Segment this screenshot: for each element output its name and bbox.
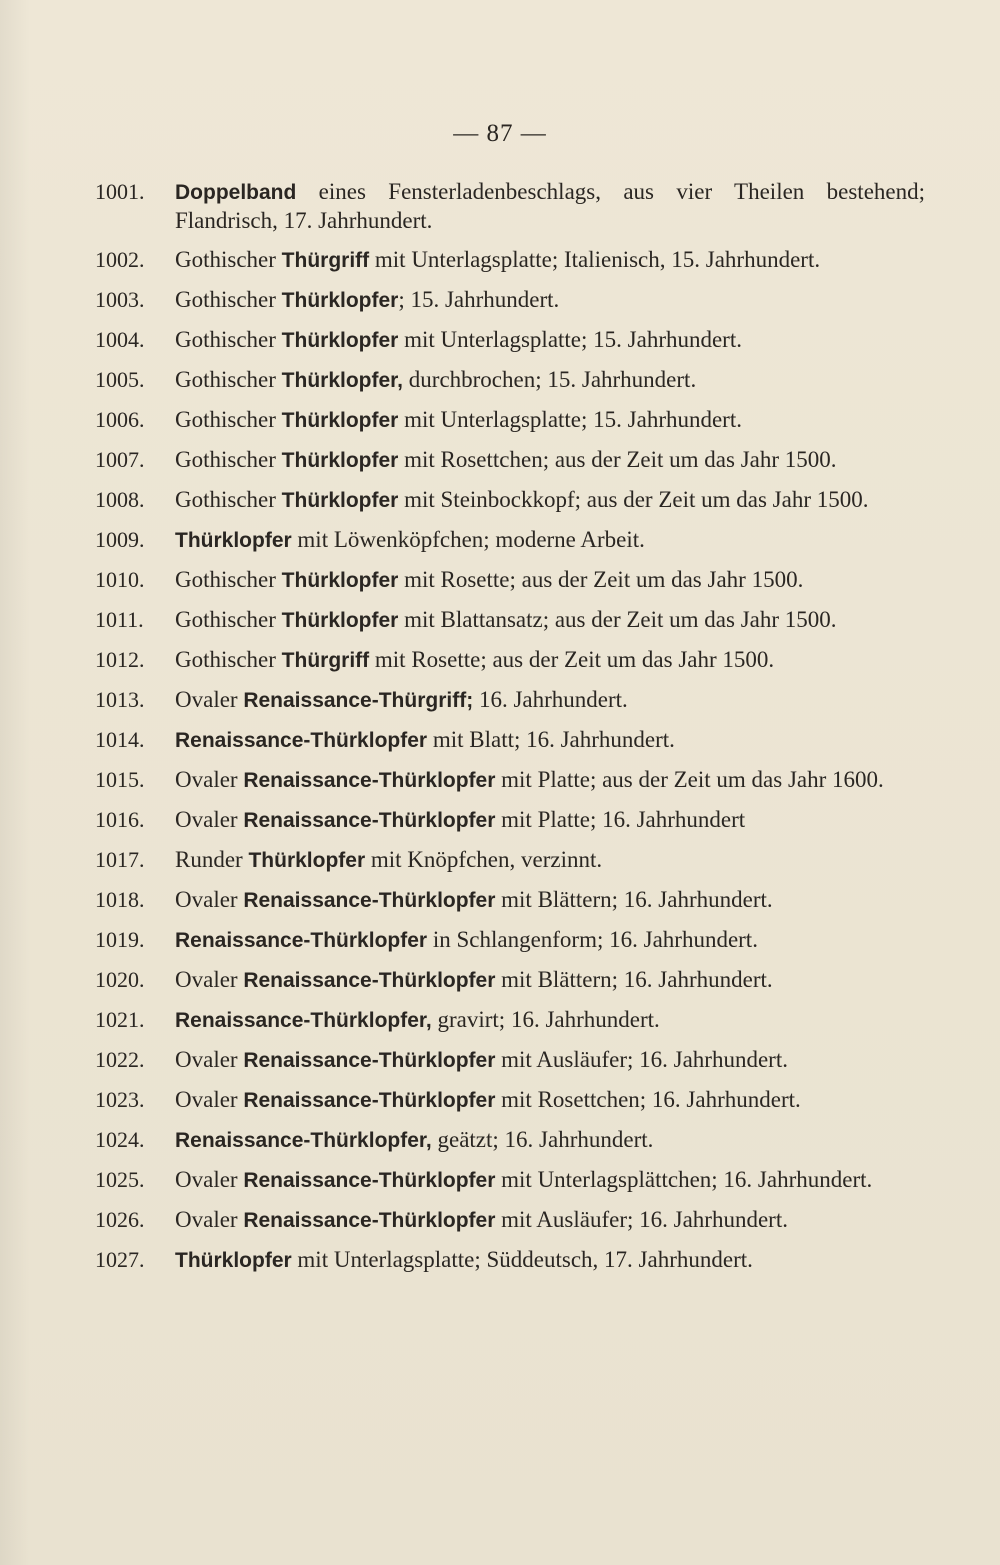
entry-keyword: Renaissance-Thürklopfer xyxy=(243,809,496,832)
entry-prefix: Ovaler xyxy=(175,1087,244,1112)
catalog-entry xyxy=(95,178,925,235)
entry-keyword: Renaissance-Thürgriff; xyxy=(243,689,474,712)
entry-number: 1018. xyxy=(95,887,145,912)
entry-prefix: Gothischer xyxy=(175,487,282,512)
catalog-entry xyxy=(95,726,925,755)
entry-prefix: Gothischer xyxy=(175,647,282,672)
entry-prefix: Ovaler xyxy=(175,1207,244,1232)
entry-description: 16. Jahrhundert. xyxy=(473,687,628,712)
entry-number: 1025. xyxy=(95,1167,145,1192)
entry-number: 1006. xyxy=(95,407,145,432)
entry-number: 1005. xyxy=(95,367,145,392)
entry-description: mit Rosette; aus der Zeit um das Jahr 1500. xyxy=(369,647,775,672)
entry-number: 1020. xyxy=(95,967,145,992)
catalog-entry xyxy=(95,1046,925,1075)
entry-prefix: Runder xyxy=(175,847,249,872)
entry-number: 1024. xyxy=(95,1127,145,1152)
catalog-entry xyxy=(95,686,925,715)
entry-prefix: Gothischer xyxy=(175,567,282,592)
entry-number: 1007. xyxy=(95,447,145,472)
entry-number: 1019. xyxy=(95,927,145,952)
entry-keyword: Renaissance-Thürklopfer xyxy=(243,1049,496,1072)
entry-description: gravirt; 16. Jahrhundert. xyxy=(431,1007,660,1032)
entry-keyword: Renaissance-Thürklopfer xyxy=(243,1169,496,1192)
entry-prefix: Gothischer xyxy=(175,247,282,272)
entry-keyword: Thürklopfer xyxy=(281,409,399,432)
entry-number: 1017. xyxy=(95,847,145,872)
catalog-entry xyxy=(95,1166,925,1195)
entry-number: 1010. xyxy=(95,567,145,592)
entry-keyword: Renaissance-Thürklopfer xyxy=(243,769,496,792)
catalog-entry xyxy=(95,606,925,635)
entry-keyword: Thürgriff xyxy=(281,249,370,272)
entry-number: 1023. xyxy=(95,1087,145,1112)
entry-description: mit Blattansatz; aus der Zeit um das Jahr 1500. xyxy=(398,607,837,632)
entry-prefix: Ovaler xyxy=(175,1167,244,1192)
entry-keyword: Thürklopfer xyxy=(281,449,399,472)
catalog-entry xyxy=(95,646,925,675)
catalog-entry xyxy=(95,286,925,315)
entry-prefix: Ovaler xyxy=(175,1047,244,1072)
page-number: — 87 — xyxy=(453,120,547,147)
entry-number: 1021. xyxy=(95,1007,145,1032)
entry-prefix: Gothischer xyxy=(175,367,282,392)
entry-number: 1012. xyxy=(95,647,145,672)
catalog-entry xyxy=(95,326,925,355)
entry-description: mit Ausläufer; 16. Jahrhundert. xyxy=(495,1207,788,1232)
entry-number: 1015. xyxy=(95,767,145,792)
catalog-entry-list xyxy=(95,178,925,1286)
entry-prefix: Ovaler xyxy=(175,807,244,832)
entry-number: 1003. xyxy=(95,287,145,312)
catalog-entry xyxy=(95,1126,925,1155)
entry-description: mit Blättern; 16. Jahrhundert. xyxy=(495,887,773,912)
entry-keyword: Renaissance-Thürklopfer xyxy=(243,1209,496,1232)
entry-prefix: Ovaler xyxy=(175,887,244,912)
catalog-entry xyxy=(95,886,925,915)
catalog-entry xyxy=(95,246,925,275)
catalog-entry xyxy=(95,1246,925,1275)
catalog-entry xyxy=(95,446,925,475)
entry-keyword: Renaissance-Thürklopfer xyxy=(175,729,428,752)
entry-prefix: Gothischer xyxy=(175,607,282,632)
entry-number: 1013. xyxy=(95,687,145,712)
entry-description: mit Blatt; 16. Jahrhundert. xyxy=(427,727,675,752)
catalog-entry xyxy=(95,486,925,515)
entry-keyword: Renaissance-Thürklopfer xyxy=(175,929,428,952)
entry-number: 1011. xyxy=(95,607,144,632)
entry-keyword: Renaissance-Thürklopfer xyxy=(243,1089,496,1112)
entry-prefix: Gothischer xyxy=(175,407,282,432)
entry-keyword: Thürklopfer xyxy=(281,289,399,312)
entry-prefix: Gothischer xyxy=(175,327,282,352)
entry-description: mit Platte; 16. Jahrhundert xyxy=(495,807,746,832)
entry-description: durchbrochen; 15. Jahrhundert. xyxy=(403,367,697,392)
catalog-entry xyxy=(95,1206,925,1235)
entry-prefix: Ovaler xyxy=(175,767,244,792)
entry-keyword: Thürklopfer xyxy=(281,569,399,592)
entry-prefix: Gothischer xyxy=(175,287,282,312)
entry-keyword: Renaissance-Thürklopfer xyxy=(243,969,496,992)
entry-description: mit Unterlagsplättchen; 16. Jahrhundert. xyxy=(495,1167,873,1192)
entry-number: 1002. xyxy=(95,247,145,272)
catalog-entry xyxy=(95,366,925,395)
entry-description: in Schlangenform; 16. Jahrhundert. xyxy=(427,927,758,952)
catalog-entry xyxy=(95,926,925,955)
entry-prefix: Gothischer xyxy=(175,447,282,472)
entry-prefix: Ovaler xyxy=(175,967,244,992)
entry-description: mit Rosette; aus der Zeit um das Jahr 1500. xyxy=(398,567,804,592)
entry-prefix: Ovaler xyxy=(175,687,244,712)
catalog-entry xyxy=(95,526,925,555)
entry-keyword: Thürklopfer, xyxy=(281,369,404,392)
entry-keyword: Renaissance-Thürklopfer xyxy=(243,889,496,912)
entry-keyword: Renaissance-Thürklopfer, xyxy=(175,1009,432,1032)
entry-keyword: Thürklopfer xyxy=(281,489,399,512)
entry-keyword: Thürklopfer xyxy=(175,529,292,552)
entry-number: 1001. xyxy=(95,179,145,204)
entry-number: 1026. xyxy=(95,1207,145,1232)
entry-keyword: Thürgriff xyxy=(281,649,370,672)
entry-description: mit Unterlagsplatte; 15. Jahrhundert. xyxy=(398,327,742,352)
entry-description: eines Fensterladenbeschlags, aus vier Theilen bestehend; Flandrisch, 17. Jahrhundert. xyxy=(175,179,925,233)
entry-description: ; 15. Jahrhundert. xyxy=(398,287,560,312)
entry-number: 1014. xyxy=(95,727,145,752)
entry-description: mit Unterlagsplatte; 15. Jahrhundert. xyxy=(398,407,742,432)
entry-description: mit Rosettchen; 16. Jahrhundert. xyxy=(495,1087,801,1112)
entry-description: mit Rosettchen; aus der Zeit um das Jahr 1500. xyxy=(398,447,837,472)
entry-description: mit Unterlagsplatte; Süddeutsch, 17. Jahrhundert. xyxy=(291,1247,753,1272)
entry-description: mit Blättern; 16. Jahrhundert. xyxy=(495,967,773,992)
entry-number: 1022. xyxy=(95,1047,145,1072)
entry-description: mit Platte; aus der Zeit um das Jahr 1600. xyxy=(495,767,884,792)
entry-number: 1027. xyxy=(95,1247,145,1272)
entry-description: mit Löwenköpfchen; moderne Arbeit. xyxy=(291,527,645,552)
catalog-entry xyxy=(95,1006,925,1035)
entry-keyword: Doppelband xyxy=(175,181,297,204)
entry-keyword: Thürklopfer xyxy=(175,1249,292,1272)
entry-description: mit Unterlagsplatte; Italienisch, 15. Jahrhundert. xyxy=(369,247,821,272)
entry-number: 1004. xyxy=(95,327,145,352)
entry-keyword: Thürklopfer xyxy=(248,849,366,872)
entry-number: 1008. xyxy=(95,487,145,512)
entry-keyword: Thürklopfer xyxy=(281,609,399,632)
entry-keyword: Renaissance-Thürklopfer, xyxy=(175,1129,432,1152)
entry-number: 1016. xyxy=(95,807,145,832)
entry-keyword: Thürklopfer xyxy=(281,329,399,352)
catalog-entry xyxy=(95,846,925,875)
entry-description: mit Knöpfchen, verzinnt. xyxy=(365,847,603,872)
entry-description: geätzt; 16. Jahrhundert. xyxy=(431,1127,654,1152)
catalog-entry xyxy=(95,766,925,795)
catalog-entry xyxy=(95,1086,925,1115)
catalog-entry xyxy=(95,966,925,995)
catalog-entry xyxy=(95,806,925,835)
entry-number: 1009. xyxy=(95,527,145,552)
catalog-entry xyxy=(95,566,925,595)
entry-description: mit Ausläufer; 16. Jahrhundert. xyxy=(495,1047,788,1072)
catalog-entry xyxy=(95,406,925,435)
entry-description: mit Steinbockkopf; aus der Zeit um das Jahr 1500. xyxy=(398,487,869,512)
